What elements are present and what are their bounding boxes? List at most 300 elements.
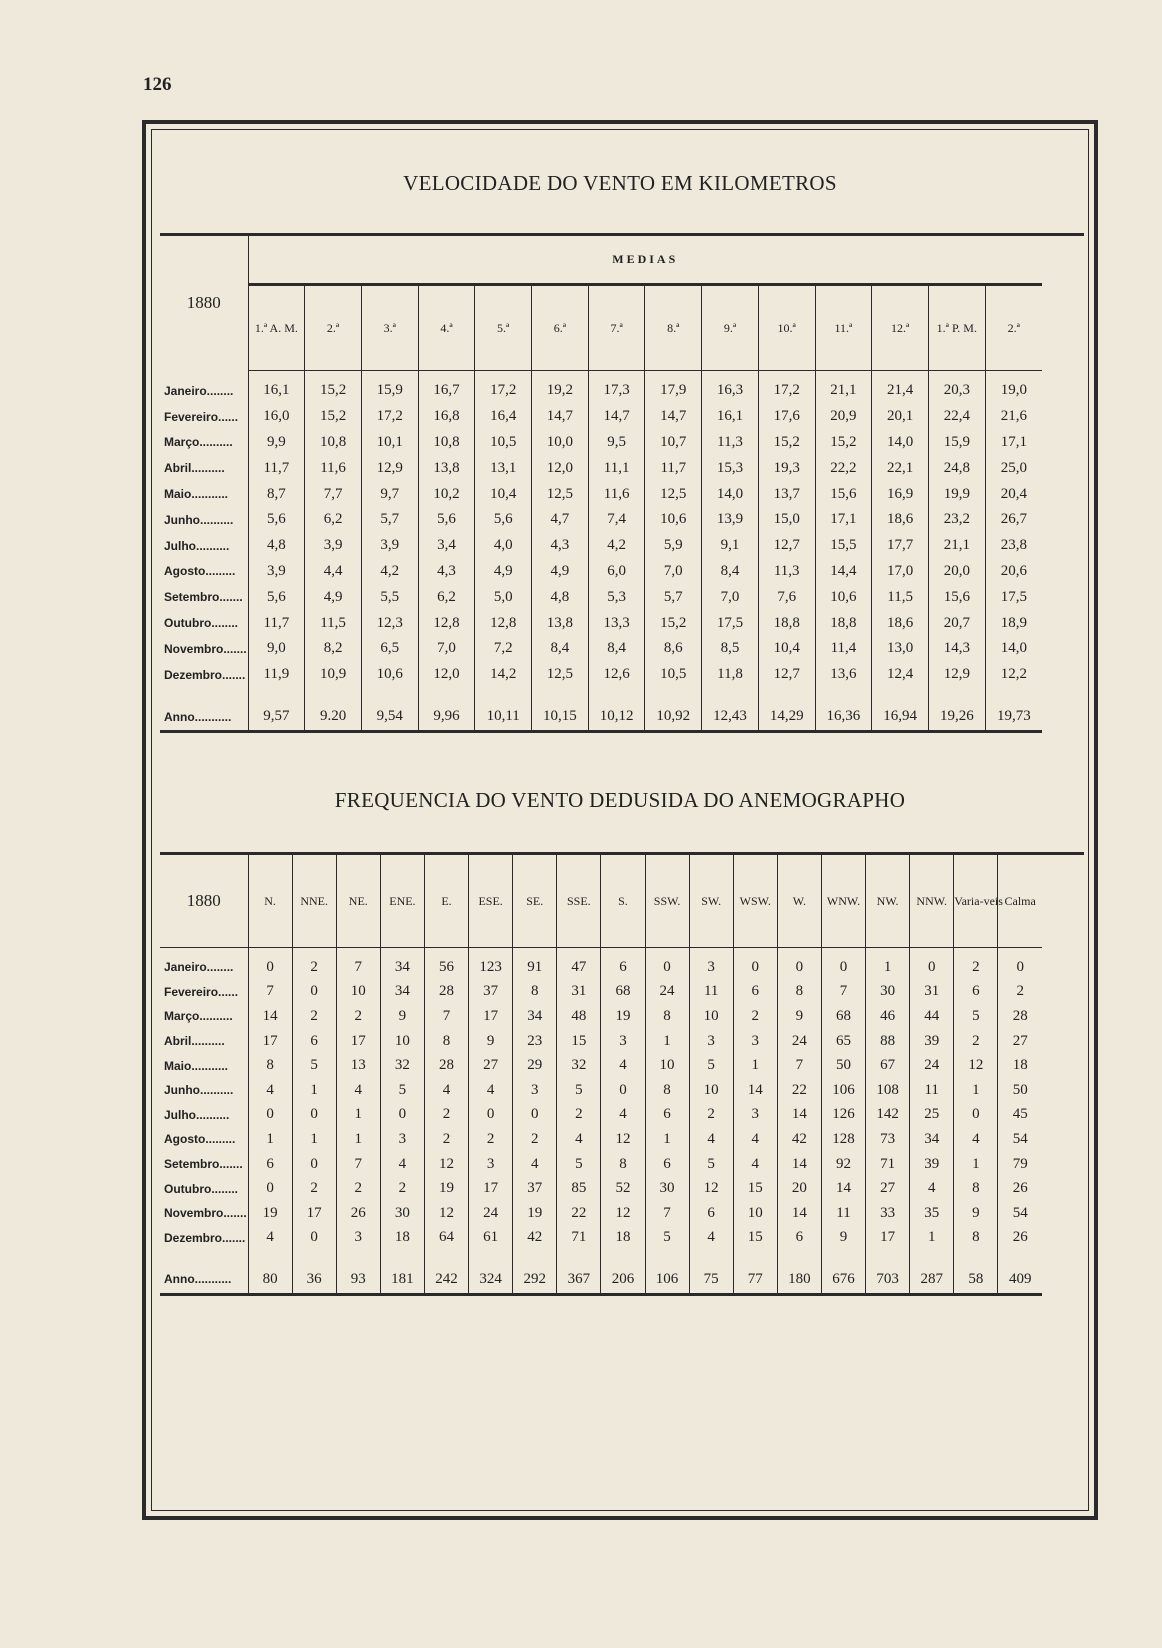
table-row xyxy=(160,610,1042,636)
table-cell: 108 xyxy=(866,1078,910,1103)
table-cell: 7 xyxy=(777,1053,821,1078)
table-cell: 15,6 xyxy=(815,481,872,507)
table-cell: 61 xyxy=(469,1226,513,1251)
table-cell: 1 xyxy=(645,1127,689,1152)
frequencia-column-header: NW. xyxy=(866,855,910,947)
table-cell: 10,4 xyxy=(475,481,532,507)
table-cell: 22 xyxy=(557,1201,601,1226)
velocidade-column-header: 5.ª xyxy=(475,284,532,370)
table-cell: 27 xyxy=(866,1176,910,1201)
table-cell: 1 xyxy=(292,1127,336,1152)
table-cell: 17 xyxy=(469,1004,513,1029)
table-cell: 12,2 xyxy=(985,662,1042,688)
table-cell: 2 xyxy=(998,980,1042,1005)
table-cell: 11 xyxy=(821,1201,865,1226)
table-row xyxy=(160,980,1042,1005)
table-cell: 6 xyxy=(954,980,998,1005)
table-cell: 17,5 xyxy=(702,610,759,636)
table-cell: 12 xyxy=(424,1201,468,1226)
velocidade-total-row xyxy=(160,704,1042,732)
table-cell: 3,4 xyxy=(418,533,475,559)
table-cell: 0 xyxy=(954,1103,998,1128)
table-cell: 8 xyxy=(424,1029,468,1054)
table-cell: 52 xyxy=(601,1176,645,1201)
table-cell: 3,9 xyxy=(361,533,418,559)
table-cell: 31 xyxy=(557,980,601,1005)
table-cell: 32 xyxy=(557,1053,601,1078)
table-cell: 34 xyxy=(380,980,424,1005)
table-cell: 409 xyxy=(998,1266,1042,1294)
table-cell: 19,2 xyxy=(532,378,589,404)
table-cell: 33 xyxy=(866,1201,910,1226)
table-row xyxy=(160,1176,1042,1201)
table-cell: 4 xyxy=(733,1152,777,1177)
table-cell: 16,4 xyxy=(475,404,532,430)
table-cell: 19 xyxy=(601,1004,645,1029)
table-cell: 6 xyxy=(777,1226,821,1251)
table-cell: 2 xyxy=(424,1103,468,1128)
table-cell: 56 xyxy=(424,955,468,980)
table-cell: 1 xyxy=(336,1103,380,1128)
table-cell: 37 xyxy=(469,980,513,1005)
table-cell: 0 xyxy=(733,955,777,980)
table-cell: 12,9 xyxy=(928,662,985,688)
table-cell: 3 xyxy=(601,1029,645,1054)
table-cell: 15,0 xyxy=(758,507,815,533)
table-cell: 0 xyxy=(821,955,865,980)
table-cell: 3 xyxy=(336,1226,380,1251)
table-cell: 0 xyxy=(645,955,689,980)
table-cell: 23,8 xyxy=(985,533,1042,559)
table-cell: 20,1 xyxy=(872,404,929,430)
table-cell: 12,0 xyxy=(418,662,475,688)
table-cell: 31 xyxy=(910,980,954,1005)
row-label: Agosto......... xyxy=(160,559,248,585)
table-cell: 4,7 xyxy=(532,507,589,533)
table-cell: 1 xyxy=(266,1130,274,1147)
table-cell: 11,3 xyxy=(758,559,815,585)
table-cell: 54 xyxy=(998,1201,1042,1226)
row-label: Junho.......... xyxy=(160,1078,248,1103)
table-cell: 19,73 xyxy=(985,704,1042,732)
table-cell: 7,4 xyxy=(588,507,645,533)
table-cell: 26 xyxy=(998,1226,1042,1251)
table-cell: 17,5 xyxy=(985,584,1042,610)
table-cell: 242 xyxy=(424,1266,468,1294)
row-label: Fevereiro...... xyxy=(160,404,248,430)
table-cell: 11,1 xyxy=(588,455,645,481)
table-cell: 14 xyxy=(777,1152,821,1177)
table-cell: 67 xyxy=(866,1053,910,1078)
table-cell: 50 xyxy=(998,1078,1042,1103)
table-cell: 4 xyxy=(469,1078,513,1103)
table-cell: 1 xyxy=(954,1078,998,1103)
table-cell: 32 xyxy=(380,1053,424,1078)
table-cell: 71 xyxy=(866,1152,910,1177)
table-cell: 30 xyxy=(380,1201,424,1226)
table-cell: 77 xyxy=(733,1266,777,1294)
table-cell: 20,7 xyxy=(928,610,985,636)
velocidade-table xyxy=(160,236,1042,733)
table-cell: 17,2 xyxy=(361,404,418,430)
medias-header: MEDIAS xyxy=(248,236,1042,284)
velocidade-column-header: 9.ª xyxy=(702,284,759,370)
table-row xyxy=(160,455,1042,481)
table-cell: 6 xyxy=(601,955,645,980)
row-label: Outubro........ xyxy=(160,610,248,636)
table-cell: 703 xyxy=(866,1266,910,1294)
row-label: Janeiro........ xyxy=(160,378,248,404)
table-row xyxy=(160,1152,1042,1177)
table-cell: 9,7 xyxy=(361,481,418,507)
table-cell: 7 xyxy=(336,955,380,980)
row-label: Agosto......... xyxy=(160,1127,248,1152)
table-cell: 45 xyxy=(998,1103,1042,1128)
table-cell: 9 xyxy=(469,1029,513,1054)
velocidade-column-header: 4.ª xyxy=(418,284,475,370)
velocidade-column-header: 2.ª xyxy=(305,284,362,370)
table-cell: 1 xyxy=(336,1127,380,1152)
table-cell: 9 xyxy=(777,1004,821,1029)
table-cell: 9,54 xyxy=(361,704,418,732)
table-cell: 8 xyxy=(954,1176,998,1201)
table-cell: 25,0 xyxy=(985,455,1042,481)
table-cell: 58 xyxy=(954,1266,998,1294)
row-label: Dezembro....... xyxy=(160,662,248,688)
table-cell: 8,2 xyxy=(305,636,362,662)
table-cell: 5,5 xyxy=(361,584,418,610)
table-cell: 11,5 xyxy=(872,584,929,610)
table-cell: 34 xyxy=(910,1127,954,1152)
table-cell: 4,2 xyxy=(361,559,418,585)
table-cell: 13,9 xyxy=(702,507,759,533)
table-cell: 4 xyxy=(336,1078,380,1103)
table-cell: 15,9 xyxy=(361,378,418,404)
table-cell: 16,7 xyxy=(418,378,475,404)
frequencia-column-header: W. xyxy=(777,855,821,947)
frequencia-table xyxy=(160,855,1042,1296)
table-cell: 17,9 xyxy=(645,378,702,404)
table-cell: 11,8 xyxy=(702,662,759,688)
table-cell: 15 xyxy=(557,1029,601,1054)
table-cell: 0 xyxy=(910,955,954,980)
table-cell: 10 xyxy=(645,1053,689,1078)
table-cell: 73 xyxy=(866,1127,910,1152)
table-cell: 12 xyxy=(689,1176,733,1201)
table-cell: 35 xyxy=(910,1201,954,1226)
velocidade-column-header: 1.ª P. M. xyxy=(928,284,985,370)
table-cell: 4 xyxy=(601,1103,645,1128)
table-row xyxy=(160,404,1042,430)
table-cell: 8 xyxy=(601,1152,645,1177)
table-cell: 7 xyxy=(424,1004,468,1029)
table-cell: 180 xyxy=(777,1266,821,1294)
table-cell: 15 xyxy=(733,1226,777,1251)
table-cell: 6 xyxy=(292,1029,336,1054)
table-cell: 11,9 xyxy=(263,666,290,683)
table-cell: 10,6 xyxy=(815,584,872,610)
table-cell: 11,7 xyxy=(263,459,290,476)
table-cell: 287 xyxy=(910,1266,954,1294)
table-row xyxy=(160,1053,1042,1078)
table-cell: 91 xyxy=(513,955,557,980)
table-cell: 29 xyxy=(513,1053,557,1078)
frequencia-column-header: E. xyxy=(424,855,468,947)
row-label: Março.......... xyxy=(160,430,248,456)
table-cell: 0 xyxy=(601,1078,645,1103)
table-cell: 10,6 xyxy=(361,662,418,688)
frequencia-column-header: N. xyxy=(248,855,292,947)
table-cell: 30 xyxy=(866,980,910,1005)
table-cell: 1 xyxy=(733,1053,777,1078)
table-cell: 22 xyxy=(777,1078,821,1103)
table-cell: 12,0 xyxy=(532,455,589,481)
table-cell: 14,7 xyxy=(645,404,702,430)
table-cell: 1 xyxy=(954,1152,998,1177)
table-cell: 16,8 xyxy=(418,404,475,430)
table-cell: 71 xyxy=(557,1226,601,1251)
table-cell: 181 xyxy=(380,1266,424,1294)
table-cell: 19 xyxy=(424,1176,468,1201)
table-cell: 26 xyxy=(336,1201,380,1226)
table-cell: 11,6 xyxy=(305,455,362,481)
table-cell: 1 xyxy=(645,1029,689,1054)
page-number: 126 xyxy=(143,74,172,95)
table-cell: 2 xyxy=(292,1176,336,1201)
table-cell: 36 xyxy=(292,1266,336,1294)
table-cell: 6,2 xyxy=(418,584,475,610)
table-row xyxy=(160,584,1042,610)
frequencia-year: 1880 xyxy=(160,855,248,947)
frequencia-column-header: ESE. xyxy=(469,855,513,947)
table-cell: 8 xyxy=(954,1226,998,1251)
table-cell: 4 xyxy=(910,1176,954,1201)
table-cell: 15,3 xyxy=(702,455,759,481)
velocidade-column-header: 12.ª xyxy=(872,284,929,370)
table-cell: 14 xyxy=(777,1103,821,1128)
table-cell: 9 xyxy=(380,1004,424,1029)
table-cell: 6,0 xyxy=(588,559,645,585)
table-cell: 2 xyxy=(336,1176,380,1201)
table-row xyxy=(160,1226,1042,1251)
table-cell: 6,5 xyxy=(361,636,418,662)
table-cell: 1 xyxy=(292,1078,336,1103)
table-cell: 17,7 xyxy=(872,533,929,559)
table-cell: 676 xyxy=(821,1266,865,1294)
table-cell: 10,92 xyxy=(645,704,702,732)
row-label: Abril.......... xyxy=(160,1029,248,1054)
table-cell: 14 xyxy=(262,1007,278,1024)
table-cell: 5 xyxy=(689,1053,733,1078)
table-cell: 3 xyxy=(689,955,733,980)
table-cell: 17 xyxy=(262,1032,278,1049)
table-cell: 14,4 xyxy=(815,559,872,585)
table-cell: 6 xyxy=(645,1103,689,1128)
table-cell: 12,5 xyxy=(645,481,702,507)
table-cell: 8,4 xyxy=(588,636,645,662)
table-cell: 47 xyxy=(557,955,601,980)
table-cell: 13 xyxy=(336,1053,380,1078)
table-cell: 80 xyxy=(248,1266,292,1294)
table-cell: 2 xyxy=(733,1004,777,1029)
table-cell: 18 xyxy=(601,1226,645,1251)
table-cell: 9,96 xyxy=(418,704,475,732)
table-cell: 24 xyxy=(910,1053,954,1078)
table-row xyxy=(160,955,1042,980)
table-cell: 3 xyxy=(469,1152,513,1177)
table-cell: 10,9 xyxy=(305,662,362,688)
table-cell: 18,9 xyxy=(985,610,1042,636)
table-row xyxy=(160,636,1042,662)
table-cell: 11,4 xyxy=(815,636,872,662)
table-cell: 5 xyxy=(954,1004,998,1029)
frequencia-title: FREQUENCIA DO VENTO DEDUSIDA DO ANEMOGRAPHO xyxy=(334,788,906,812)
table-cell: 4 xyxy=(266,1229,274,1246)
table-cell: 106 xyxy=(645,1266,689,1294)
table-cell: 206 xyxy=(601,1266,645,1294)
table-cell: 39 xyxy=(910,1152,954,1177)
table-cell: 20,3 xyxy=(928,378,985,404)
table-cell: 4 xyxy=(557,1127,601,1152)
table-cell: 19,3 xyxy=(758,455,815,481)
table-cell: 9,1 xyxy=(702,533,759,559)
table-cell: 13,8 xyxy=(532,610,589,636)
row-label: Dezembro....... xyxy=(160,1226,248,1251)
table-cell: 5 xyxy=(557,1078,601,1103)
table-row xyxy=(160,1201,1042,1226)
table-row xyxy=(160,559,1042,585)
table-cell: 4,9 xyxy=(475,559,532,585)
table-cell: 68 xyxy=(601,980,645,1005)
table-cell: 16,9 xyxy=(872,481,929,507)
table-cell: 18,6 xyxy=(872,610,929,636)
table-cell: 88 xyxy=(866,1029,910,1054)
table-cell: 8,6 xyxy=(645,636,702,662)
table-cell: 11 xyxy=(689,980,733,1005)
table-cell: 16,3 xyxy=(702,378,759,404)
table-cell: 4 xyxy=(266,1081,274,1098)
table-cell: 4 xyxy=(733,1127,777,1152)
table-cell: 10,2 xyxy=(418,481,475,507)
table-cell: 54 xyxy=(998,1127,1042,1152)
table-cell: 2 xyxy=(689,1103,733,1128)
table-cell: 24 xyxy=(777,1029,821,1054)
table-cell: 14,29 xyxy=(758,704,815,732)
table-cell: 18,8 xyxy=(758,610,815,636)
row-label: Junho.......... xyxy=(160,507,248,533)
table-cell: 126 xyxy=(821,1103,865,1128)
table-cell: 11,5 xyxy=(305,610,362,636)
table-cell: 2 xyxy=(424,1127,468,1152)
velocidade-column-header: 10.ª xyxy=(758,284,815,370)
table-cell: 10 xyxy=(689,1078,733,1103)
table-cell: 5 xyxy=(380,1078,424,1103)
table-cell: 2 xyxy=(292,955,336,980)
frequencia-column-header: SW. xyxy=(689,855,733,947)
frequencia-column-header: Calma xyxy=(998,855,1042,947)
table-cell: 11,6 xyxy=(588,481,645,507)
velocidade-column-header: 6.ª xyxy=(532,284,589,370)
table-cell: 0 xyxy=(998,955,1042,980)
table-cell: 37 xyxy=(513,1176,557,1201)
table-cell: 34 xyxy=(380,955,424,980)
table-cell: 5,0 xyxy=(475,584,532,610)
table-cell: 4,8 xyxy=(532,584,589,610)
table-cell: 17,1 xyxy=(815,507,872,533)
table-cell: 16,0 xyxy=(263,408,290,425)
velocidade-column-header: 2.ª xyxy=(985,284,1042,370)
table-cell: 2 xyxy=(292,1004,336,1029)
table-cell: 10 xyxy=(689,1004,733,1029)
table-cell: 0 xyxy=(469,1103,513,1128)
table-cell: 16,36 xyxy=(815,704,872,732)
table-cell: 17 xyxy=(292,1201,336,1226)
table-cell: 21,1 xyxy=(815,378,872,404)
table-cell: 30 xyxy=(645,1176,689,1201)
table-cell: 18 xyxy=(380,1226,424,1251)
frequencia-column-header: S. xyxy=(601,855,645,947)
table-cell: 20 xyxy=(777,1176,821,1201)
frequencia-column-header: ENE. xyxy=(380,855,424,947)
table-cell: 10,5 xyxy=(645,662,702,688)
table-cell: 4,0 xyxy=(475,533,532,559)
table-cell: 14 xyxy=(733,1078,777,1103)
table-cell: 10,1 xyxy=(361,430,418,456)
table-cell: 8 xyxy=(266,1057,274,1074)
table-cell: 42 xyxy=(513,1226,557,1251)
table-cell: 10,11 xyxy=(475,704,532,732)
table-cell: 17,1 xyxy=(985,430,1042,456)
table-cell: 7,0 xyxy=(418,636,475,662)
table-cell: 11,7 xyxy=(263,614,290,631)
table-cell: 10,0 xyxy=(532,430,589,456)
table-cell: 93 xyxy=(336,1266,380,1294)
table-cell: 20,4 xyxy=(985,481,1042,507)
table-cell: 10,4 xyxy=(758,636,815,662)
table-cell: 19,26 xyxy=(928,704,985,732)
table-row xyxy=(160,430,1042,456)
table-cell: 6 xyxy=(689,1201,733,1226)
row-label: Janeiro........ xyxy=(160,955,248,980)
table-cell: 12,43 xyxy=(702,704,759,732)
table-cell: 12,9 xyxy=(361,455,418,481)
table-cell: 2 xyxy=(954,955,998,980)
table-cell: 24,8 xyxy=(928,455,985,481)
table-cell: 1 xyxy=(866,955,910,980)
table-cell: 14,7 xyxy=(588,404,645,430)
table-cell: 15 xyxy=(733,1176,777,1201)
table-cell: 79 xyxy=(998,1152,1042,1177)
velocidade-column-header: 11.ª xyxy=(815,284,872,370)
frequencia-column-header: NNE. xyxy=(292,855,336,947)
frequencia-column-header: Varia-veis xyxy=(954,855,998,947)
table-cell: 7 xyxy=(336,1152,380,1177)
table-row xyxy=(160,507,1042,533)
table-cell: 4 xyxy=(689,1226,733,1251)
table-cell: 12,3 xyxy=(361,610,418,636)
row-label: Fevereiro...... xyxy=(160,980,248,1005)
table-cell: 8,4 xyxy=(532,636,589,662)
table-row xyxy=(160,1127,1042,1152)
table-cell: 28 xyxy=(424,1053,468,1078)
table-cell: 9,0 xyxy=(267,640,286,657)
table-cell: 0 xyxy=(292,1152,336,1177)
table-cell: 0 xyxy=(266,1180,274,1197)
table-cell: 12,8 xyxy=(475,610,532,636)
table-cell: 8,7 xyxy=(267,485,286,502)
table-cell: 4 xyxy=(954,1127,998,1152)
table-cell: 5,6 xyxy=(475,507,532,533)
